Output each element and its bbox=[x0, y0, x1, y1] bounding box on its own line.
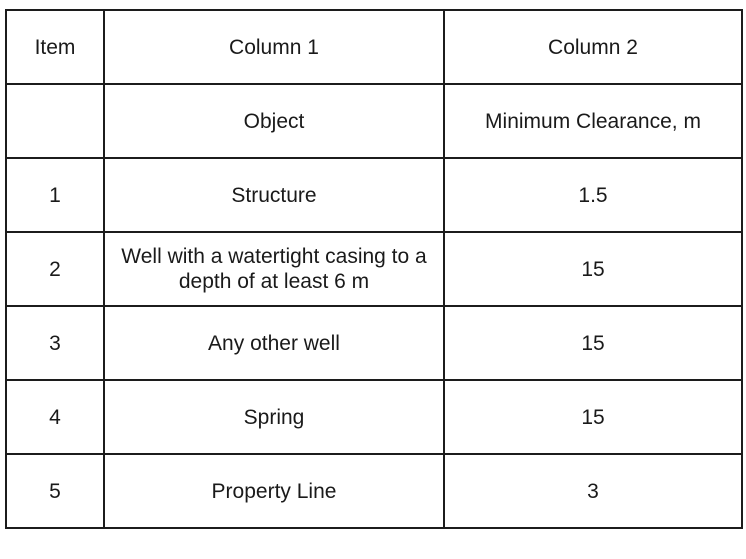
table-row bbox=[6, 232, 742, 306]
row-object: Any other well bbox=[104, 306, 444, 380]
table-row bbox=[6, 454, 742, 528]
row-clearance: 1.5 bbox=[444, 158, 742, 232]
row-clearance: 3 bbox=[444, 454, 742, 528]
header-item: Item bbox=[6, 10, 104, 84]
subheader-clearance: Minimum Clearance, m bbox=[444, 84, 742, 158]
header-row bbox=[6, 10, 742, 84]
row-object: Property Line bbox=[104, 454, 444, 528]
row-clearance: 15 bbox=[444, 380, 742, 454]
row-clearance: 15 bbox=[444, 306, 742, 380]
subheader-item bbox=[6, 84, 104, 158]
row-object: Structure bbox=[104, 158, 444, 232]
row-item: 1 bbox=[6, 158, 104, 232]
table-row bbox=[6, 306, 742, 380]
row-item: 2 bbox=[6, 232, 104, 306]
header-column-1: Column 1 bbox=[104, 10, 444, 84]
subheader-object: Object bbox=[104, 84, 444, 158]
table-row bbox=[6, 380, 742, 454]
subheader-row bbox=[6, 84, 742, 158]
row-item: 3 bbox=[6, 306, 104, 380]
row-item: 4 bbox=[6, 380, 104, 454]
row-item: 5 bbox=[6, 454, 104, 528]
table-row bbox=[6, 158, 742, 232]
row-clearance: 15 bbox=[444, 232, 742, 306]
row-object: Well with a watertight casing to a depth of at least 6 m bbox=[104, 232, 444, 306]
clearance-table bbox=[5, 9, 743, 529]
row-object: Spring bbox=[104, 380, 444, 454]
header-column-2: Column 2 bbox=[444, 10, 742, 84]
